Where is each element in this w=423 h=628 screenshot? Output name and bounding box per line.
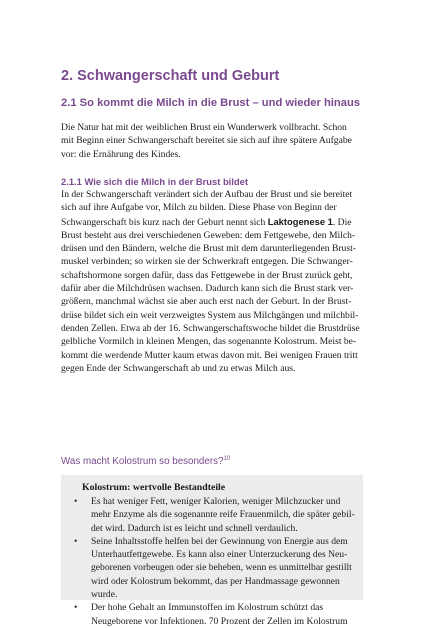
info-box xyxy=(61,475,363,627)
intro-line: vor: die Ernährung des Kindes. xyxy=(61,148,181,160)
body-paragraph xyxy=(61,188,363,375)
body-line: drüse bildet sich ein weit verzweigtes System aus Milchgängen und milchbil- xyxy=(61,309,359,321)
body-line: In der Schwangerschaft verändert sich der Aufbau der Brust und sie bereitet xyxy=(61,189,353,200)
list-item-line: Unterhautfettgewebe. Es kann also einer Unterzuckerung des Neu- xyxy=(91,549,348,561)
body-line: Brust besteht aus drei verschiedenen Geweben: dem Fettgewebe, den Milch- xyxy=(61,229,356,241)
body-line: gegen Ende der Schwangerschaft ab und zu etwas Milch aus. xyxy=(61,362,296,374)
list-item-line: det wird. Dadurch ist es leicht und schnell verdaulich. xyxy=(91,522,298,534)
bullet-icon: • xyxy=(74,602,78,614)
section-title: 2.1 So kommt die Milch in die Brust – und wieder hinaus xyxy=(61,97,361,109)
list-item-line: Seine Inhaltsstoffe helfen bei der Gewinnung von Energie aus dem xyxy=(91,535,348,547)
question-text: Was macht Kolostrum so besonders? xyxy=(61,456,224,467)
list-item-line: Neugeborene vor Infektionen. 70 Prozent der Zellen im Kolostrum xyxy=(91,615,348,627)
info-box-title: Kolostrum: wertvolle Bestandteile xyxy=(82,482,226,493)
body-line: größern, manchmal wächst sie aber auch erst nach der Geburt. In der Brust- xyxy=(61,296,352,308)
body-line-suffix: . Die xyxy=(332,216,352,228)
bullet-icon: • xyxy=(74,496,78,507)
body-line: drüsen und den Bändern, welche die Brust mit dem darunterliegenden Brust- xyxy=(61,243,356,255)
bullet-icon: • xyxy=(74,535,78,547)
body-line: schaftshormone sorgen dafür, dass das Fettgewebe in der Brust zurück geht, xyxy=(61,269,353,281)
body-line: kommt die werdende Mutter kaum etwas davon mit. Bei wenigen Frauen tritt xyxy=(61,349,358,361)
footnote-marker: 10 xyxy=(223,456,231,462)
intro-line: Die Natur hat mit der weiblichen Brust ein Wunderwerk vollbracht. Schon xyxy=(61,122,347,133)
subsection-title: 2.1.1 Wie sich die Milch in der Brust bildet xyxy=(61,176,248,187)
list-item-line: Der hohe Gehalt an Immunstoffen im Kolostrum schützt das xyxy=(91,602,324,614)
intro-line: mit Beginn einer Schwangerschaft bereitet sie sich auf ihre spätere Aufgabe xyxy=(61,135,352,147)
intro-paragraph xyxy=(61,121,361,161)
body-line: muskel verbinden; so wirken sie der Schwerkraft entgegen. Die Schwanger- xyxy=(61,256,353,268)
body-line: denden Zellen. Etwa ab der 16. Schwangerschaftswoche bildet die Brustdrüse xyxy=(61,322,360,334)
body-line: dafür aber die Milchdrüsen wachsen. Dadurch kann sich die Brust stark ver- xyxy=(61,283,354,295)
list-item-line: wird oder Kolostrum bekommt, das per Handmassage gewonnen xyxy=(91,575,340,587)
body-line: gelbliche Vormilch in kleinen Mengen, das sogenannte Kolostrum. Meist be- xyxy=(61,336,357,348)
chapter-title: 2. Schwangerschaft und Geburt xyxy=(61,68,280,84)
question-heading xyxy=(61,456,230,467)
list-item xyxy=(71,495,356,535)
list-item xyxy=(71,535,356,601)
laktogenese-term: Laktogenese 1 xyxy=(267,215,333,227)
list-item-line: Es hat weniger Fett, weniger Kalorien, weniger Milchzucker und xyxy=(91,496,341,507)
list-item xyxy=(71,601,356,628)
list-item-line: wurde. xyxy=(91,589,118,601)
info-box-list xyxy=(71,495,356,628)
body-line-with-term xyxy=(61,215,363,229)
list-item-line: mehr Enzyme als die sogenannte reife Frauenmilch, die später gebil- xyxy=(91,509,355,521)
list-item-line: geborenen vorbeugen oder sie beheben, wenn es unmittelbar gestillt xyxy=(91,562,352,574)
body-line-prefix: Schwangerschaft bis kurz nach der Geburt nennt sich xyxy=(61,216,268,228)
body-line: sich auf ihre Aufgabe vor, Milch zu bilden. Diese Phase von Beginn der xyxy=(61,202,337,214)
